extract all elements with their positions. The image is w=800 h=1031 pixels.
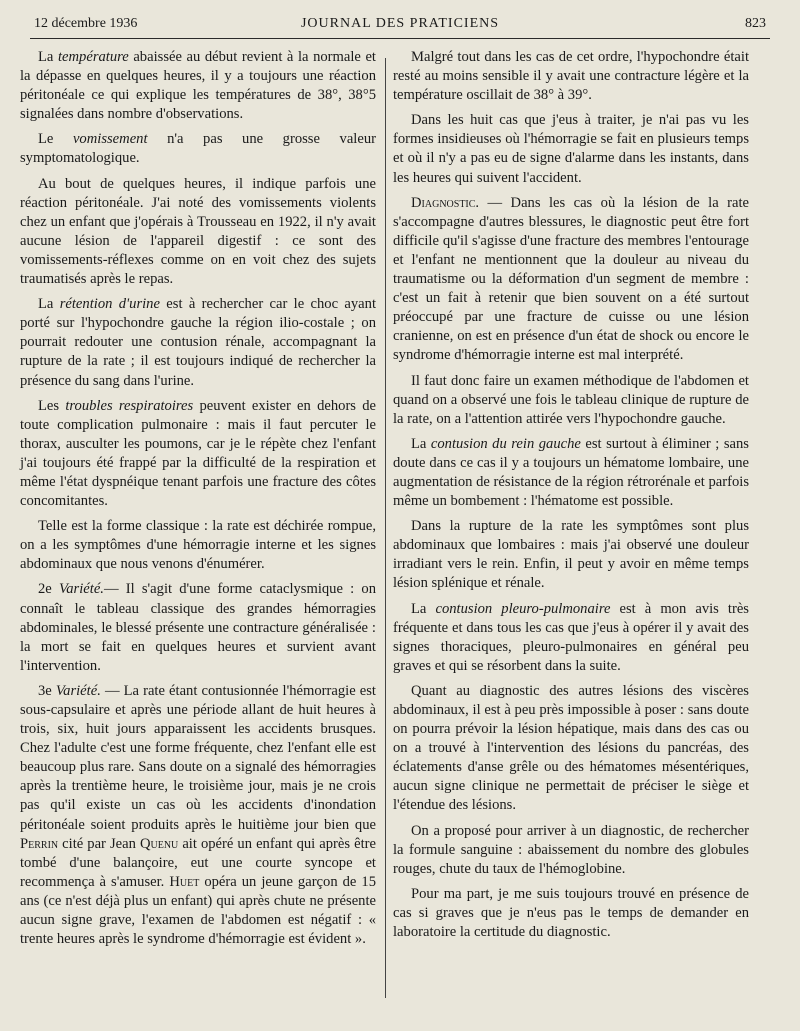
- paragraph-troubles-respiratoires: Les troubles respiratoires peuvent exister en dehors de toute complication pulmonaire : mais il faut percuter le thorax, ausculter les poumons, car je le répète chez l'enfant j'ai toujours été frappé par la difficulté de la respiration et même l'état dyspnéique tenant parfois une fracture des côtes concomitantes.: [20, 397, 377, 510]
- page-number: 823: [745, 16, 766, 31]
- paragraph-temperature: La température abaissée au début revient à la normale et la dépasse en quelques heures, il y a toujours une réaction péritonéale ce qui explique les températures de 38°, 38°5 signalées dans nombre d'observations.: [20, 49, 376, 123]
- paragraph-contusion-rein: La contusion du rein gauche est surtout à éliminer ; sans doute dans ce cas il y a toujours un hématome lombaire, une augmentation de résistance de la région rétrorénale et parfois même un bombement : l'hématome est possible.: [393, 435, 749, 510]
- right-column: [393, 48, 749, 948]
- journal-title: JOURNAL DES PRATICIENS: [300, 16, 500, 31]
- paragraph-variete-2: 2e Variété.— Il s'agit d'une forme cataclysmique : on connaît le tableau classique des grandes hémorragies abdominales, le blessé présente une contracture généralisée : la mort se fait en quelques heures et survient avant l'intervention.: [20, 581, 376, 674]
- page-header: [30, 14, 770, 39]
- left-column: [20, 48, 376, 955]
- column-divider: [385, 58, 386, 998]
- paragraph-formule-sanguine: On a proposé pour arriver à un diagnostic, de rechercher la formule sanguine : abaissement du nombre des globules rouges, chute du taux de l'hémoglobine.: [393, 822, 749, 877]
- paragraph-examen-methodique: Il faut donc faire un examen méthodique de l'abdomen et quand on a observé une fois le tableau clinique de rupture de la rate, on a l'attention attirée vers l'hypochondre gauche.: [393, 372, 749, 427]
- paragraph-malgre-tout: Malgré tout dans les cas de cet ordre, l'hypochondre était resté au moins sensible il y avait une contracture légère et la température oscillait de 38° à 39°.: [393, 49, 749, 104]
- paragraph-huit-cas: Dans les huit cas que j'eus à traiter, je n'ai pas vu les formes insidieuses où l'hémorragie se fait en plusieurs temps et où il n'y a pas eu de signe d'alarme dans les instants, dans les heures qui suivent l'accident.: [393, 112, 749, 186]
- paragraph-reaction-peritoneale: Au bout de quelques heures, il indique parfois une réaction péritonéale. J'ai noté des vomissements violents chez un enfant que j'opérais à Trousseau en 1922, il n'y avait aucune lésion de l'appareil digestif : ce sont des vomissements-réflexes comme on en voit chez des sujets traumatisés après le repas.: [20, 175, 376, 288]
- issue-date: 12 décembre 1936: [34, 16, 138, 31]
- paragraph-autres-lesions: Quant au diagnostic des autres lésions des viscères abdominaux, il est à peu près impossible à poser : sans doute on pourra prévoir la lésion hépatique, mais dans des cas ou on a trouvé à l'intervention des lésions du pancréas, des éclatements d'anse grêle ou des hématomes mésentériques, aucun signe clinique ne permettait de préciser le siège et l'étendue des lésions.: [393, 682, 749, 814]
- paragraph-pour-ma-part: Pour ma part, je me suis toujours trouvé en présence de cas si graves que je n'eus pas le temps de demander en laboratoire la certitude du diagnostic.: [393, 885, 749, 941]
- paragraph-diagnostic: Diagnostic. — Dans les cas où la lésion de la rate s'accompagne d'autres blessures, le diagnostic peut être fort difficile qu'il s'agisse d'une fracture des membres l'entourage et l'enfant ne mentionnent que la douleur au niveau du traumatisme ou la déformation d'un segment de membre : c'est un fait à retenir que bien souvent on a été surtout préoccupé par une fracture de cuisse ou une lésion cranienne, on est en présence d'un état de shock ou encore le syndrome d'hémorragie interne est mal interprété.: [393, 194, 749, 364]
- paragraph-vomissement: Le vomissement n'a pas une grosse valeur symptomatologique.: [20, 131, 376, 167]
- paragraph-forme-classique: Telle est la forme classique : la rate est déchirée rompue, on a les symptômes d'une hémorragie interne et les signes abdominaux que nous venons d'énumérer.: [20, 518, 376, 573]
- paragraph-contusion-pleuro: La contusion pleuro-pulmonaire est à mon avis très fréquente et dans tous les cas que j'eus à opérer il y avait des signes thoraciques, pleuro-pulmonaires en général peu graves et qui se résorbent dans la suite.: [393, 600, 749, 674]
- paragraph-rupture-rate: Dans la rupture de la rate les symptômes sont plus abdominaux que lombaires : mais j'ai observé une douleur irradiant vers le rein. Enfin, il peut y avoir en même temps lésion splénique et rénale.: [393, 518, 749, 592]
- paragraph-retention-urine: La rétention d'urine est à rechercher car le choc ayant porté sur l'hypochondre gauche la région ilio-costale ; on pourrait redouter une contusion rénale, accompagnant la rupture de la rate ; il est toujours indiqué de rechercher la présence du sang dans l'urine.: [20, 296, 376, 389]
- paragraph-variete-3: 3e Variété. — La rate étant contusionnée l'hémorragie est sous-capsulaire et après une période allant de huit heures à trois, six, huit jours apparaissent les accidents brusques. Chez l'adulte c'est une forme fréquente, chez l'enfant elle est beaucoup plus rare. Sans doute on a signalé des hémorragies après la trentième heure, le troisième jour, mais je ne crois pas qu'il existe un cas où les accidents d'inondation péritonéale soient produits après le huitième jour bien que Perrin cité par Jean Quenu ait opéré un enfant qui après être tombé d'une balançoire, eut une courte syncope et recommença à s'amuser. Huet opéra un jeune garçon de 15 ans (ce n'est déjà plus un enfant) qui après chute ne présente aucun signe grave, l'examen de l'abdomen est négatif : « trente heures après le syndrome d'hémorragie est évident ».: [20, 682, 376, 948]
